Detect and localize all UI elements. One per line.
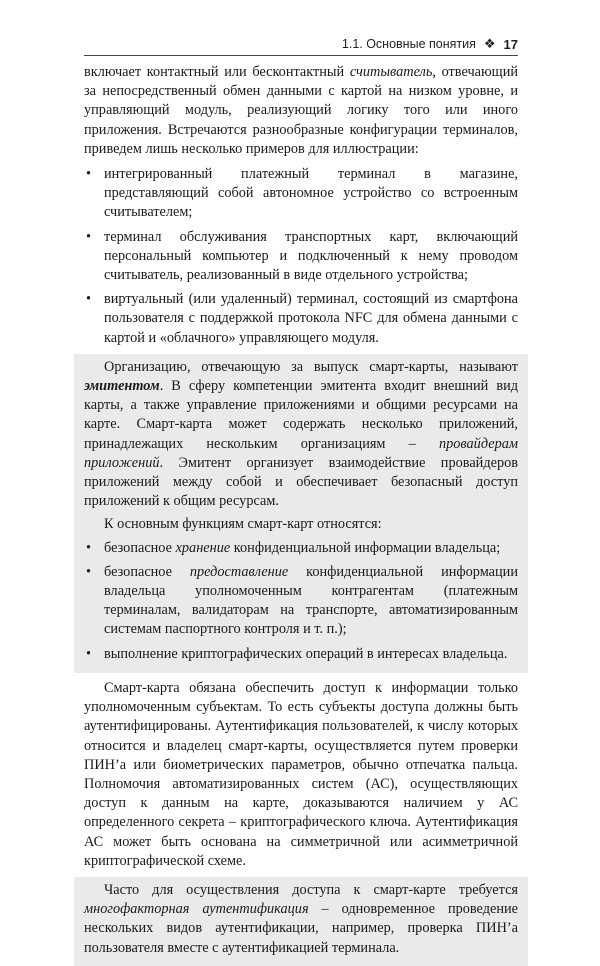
list-item: • терминал обслуживания транспортных карт, включающий персональный компьютер и подключенный к нему проводом считыватель, реализованный в виде отдельного устройства; xyxy=(86,228,518,284)
page-number: 17 xyxy=(503,36,518,52)
header-rule xyxy=(84,55,518,56)
section-title: 1.1. Основные понятия xyxy=(341,37,476,51)
list-item: • интегрированный платежный терминал в магазине, представляющий собой автономное устройство со встроенным считывателем; xyxy=(86,166,518,221)
body-text xyxy=(84,63,518,966)
paragraph-1: включает контактный или бесконтактный считыватель, отвечающий за непосредственный обмен данными с картой на низком уровне, и управляющий модуль, реализующий логику того или иного приложения. Встречаются разнообразные конфигурации терминалов, приведем лишь несколько примеров для иллюстрации: xyxy=(84,64,518,157)
list-item: • выполнение криптографических операций в интересах владельца. xyxy=(84,645,518,664)
paragraph-2: Организацию, отвечающую за выпуск смарт-карты, называют эмитентом. В сферу компетенции эмитента входит внешний вид карты, а также управление приложениями и общими ресурсами на карте. Смарт-карта может содержать несколько приложений, принадлежащих нескольким организациям – провайдерам приложений. Эмитент организует взаимодействие провайдеров приложений между собой и обеспечивает безопасный доступ приложений к общим ресурсам. xyxy=(84,358,518,510)
list-item: • безопасное хранение конфиденциальной информации владельца; xyxy=(84,539,518,558)
bullet-icon: • xyxy=(86,228,92,245)
term-multifactor: многофакторная аутентификация xyxy=(84,901,309,918)
running-header xyxy=(100,36,518,52)
bullet-icon: • xyxy=(86,645,92,662)
term-issuer: эмитентом xyxy=(84,378,160,395)
diamond-ornament-icon: ❖ xyxy=(483,36,496,51)
list-item: • безопасное предоставление конфиденциальной информации владельца уполномоченным контрагентам (платежным терминалам, валидаторам на транспорте, автоматизированным системам паспортного контроля и т. п.); xyxy=(86,563,518,638)
shaded-block xyxy=(74,354,528,673)
term-app-providers: провайдерам приложений xyxy=(84,435,518,471)
list-item: • виртуальный (или удаленный) терминал, состоящий из смартфона пользователя с поддержкой протокола NFC для обмена данными с картой и «облачного» управляющего модуля. xyxy=(86,291,518,346)
term-reader: считыватель xyxy=(349,64,433,80)
bullet-icon: • xyxy=(86,166,92,183)
paragraph-4: Смарт-карта обязана обеспечить доступ к информации только уполномоченным субъектам. То есть субъекты доступа должны быть аутентифицированы. Аутентификация пользователей, к числу которых относится и владелец смарт-карты, осуществляется путем проверки ПИН’а или биометрических параметров, обычно отпечатка пальца. Полномочия автоматизированных систем (АС), осуществляющих доступ к данным на карте, доказываются наличием у АС определенного секрета – криптографического ключа. Аутентификация АС может быть основана на симметричной или асимметричной криптографической схеме. xyxy=(84,679,518,869)
bullet-icon: • xyxy=(86,539,92,556)
paragraph-5: Часто для осуществления доступа к смарт-карте требуется многофакторная аутентификация – одновременное проведение нескольких видов аутентификации, например, проверка ПИН’а пользователя вместе с аутентификацией терминала. xyxy=(84,881,518,956)
bullet-icon: • xyxy=(86,563,92,580)
bullet-icon: • xyxy=(86,291,92,308)
shaded-block-2 xyxy=(74,877,528,966)
terminal-examples-list xyxy=(84,165,518,348)
paragraph-3: К основным функциям смарт-карт относятся: xyxy=(104,516,382,533)
smartcard-functions-list xyxy=(84,539,518,664)
